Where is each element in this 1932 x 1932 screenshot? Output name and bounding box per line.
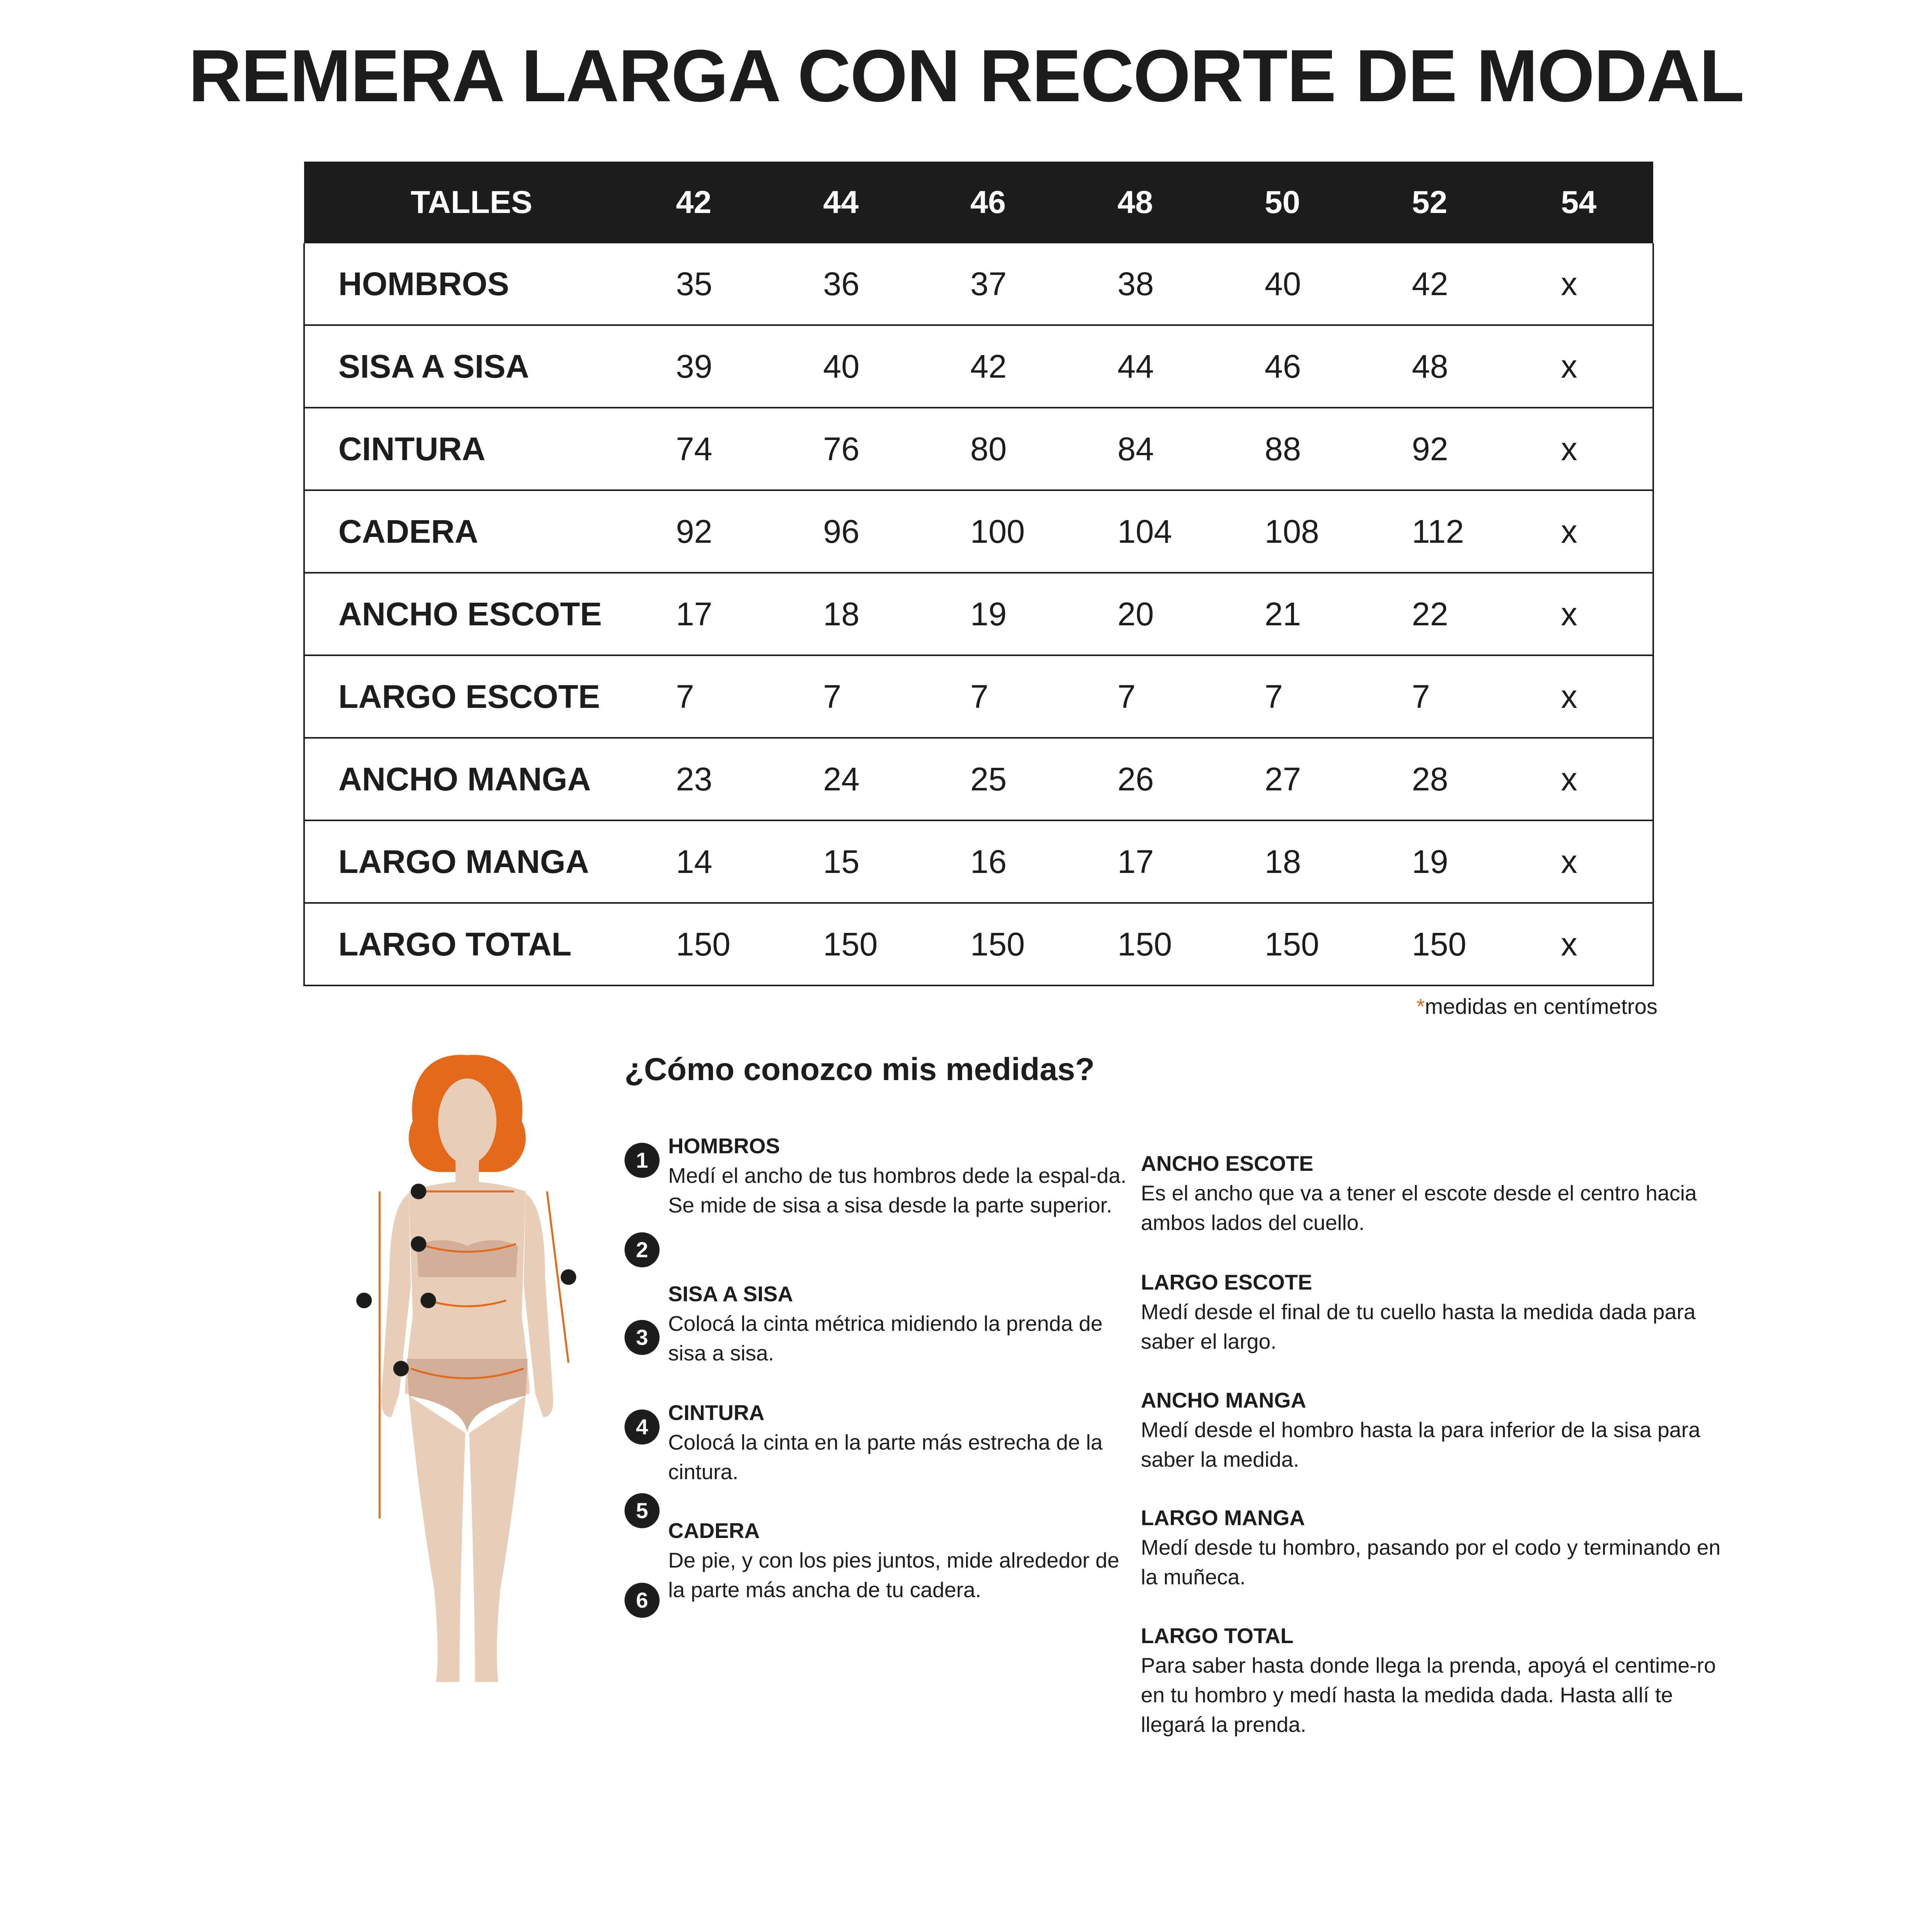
table-cell: 28	[1375, 738, 1522, 820]
table-cell: 150	[786, 903, 933, 985]
row-label-cell: ANCHO ESCOTE	[304, 573, 639, 655]
header-cell: 48	[1080, 162, 1228, 243]
table-cell: 48	[1375, 325, 1522, 408]
table-cell: 112	[1375, 490, 1522, 573]
table-header-row	[304, 162, 1653, 243]
table-cell: 19	[933, 573, 1080, 655]
table-cell: 88	[1228, 408, 1375, 490]
units-note	[1416, 994, 1658, 1019]
table-cell: x	[1522, 903, 1653, 985]
table-row	[304, 655, 1653, 738]
howto-heading: LARGO MANGA	[1141, 1506, 1305, 1530]
table-cell: x	[1522, 738, 1653, 820]
table-cell: 92	[1375, 408, 1522, 490]
table-cell: 7	[639, 655, 786, 738]
howto-text: Es el ancho que va a tener el escote desde el centro hacia ambos lados del cuello.	[1141, 1181, 1697, 1235]
howto-text: De pie, y con los pies juntos, mide alrededor de la parte más ancha de tu cadera.	[668, 1548, 1119, 1602]
table-cell: 76	[786, 408, 933, 490]
table-cell: 92	[639, 490, 786, 573]
howto-item-largo-escote	[1141, 1267, 1740, 1356]
header-cell: 44	[786, 162, 933, 243]
table-cell: 21	[1228, 573, 1375, 655]
table-cell: x	[1522, 490, 1653, 573]
howto-heading: LARGO TOTAL	[1141, 1624, 1294, 1648]
badge-3: 3	[625, 1320, 660, 1355]
howto-item-largo-total	[1141, 1621, 1740, 1739]
marker-1-icon	[411, 1184, 426, 1199]
howto-text: Colocá la cinta en la parte más estrecha de la cintura.	[668, 1430, 1103, 1484]
header-cell: TALLES	[304, 162, 639, 243]
howto-text: Colocá la cinta métrica midiendo la prenda de sisa a sisa.	[668, 1311, 1103, 1365]
table-cell: 150	[933, 903, 1080, 985]
howto-item-cintura	[668, 1398, 1128, 1487]
howto-item-ancho-manga	[1141, 1385, 1740, 1474]
table-cell: 38	[1080, 243, 1228, 325]
table-cell: 20	[1080, 573, 1228, 655]
table-cell: 42	[1375, 243, 1522, 325]
howto-heading: SISA A SISA	[668, 1282, 793, 1306]
header-cell: 52	[1375, 162, 1522, 243]
marker-2-icon	[411, 1236, 426, 1252]
row-label-cell: ANCHO MANGA	[304, 738, 639, 820]
table-cell: 26	[1080, 738, 1228, 820]
table-row	[304, 903, 1653, 985]
table-cell: 84	[1080, 408, 1228, 490]
table-cell: 7	[786, 655, 933, 738]
table-cell: 25	[933, 738, 1080, 820]
table-cell: x	[1522, 325, 1653, 408]
table-cell: 40	[1228, 243, 1375, 325]
body-figure-illustration	[343, 1043, 592, 1705]
howto-item-cadera	[668, 1516, 1128, 1605]
table-row	[304, 738, 1653, 820]
row-label-cell: HOMBROS	[304, 243, 639, 325]
table-cell: 150	[639, 903, 786, 985]
marker-3-icon	[421, 1293, 436, 1308]
right-leg-shape	[469, 1396, 526, 1682]
asterisk: *	[1416, 994, 1425, 1019]
table-cell: 36	[786, 243, 933, 325]
table-cell: 42	[933, 325, 1080, 408]
table-cell: 39	[639, 325, 786, 408]
table-cell: 16	[933, 820, 1080, 903]
badge-6: 6	[625, 1583, 660, 1618]
table-cell: 7	[1375, 655, 1522, 738]
table-cell: 150	[1228, 903, 1375, 985]
table-cell: 23	[639, 738, 786, 820]
badge-5: 5	[625, 1493, 660, 1528]
howto-title: ¿Cómo conozco mis medidas?	[625, 1052, 1095, 1087]
table-cell: x	[1522, 820, 1653, 903]
table-cell: 22	[1375, 573, 1522, 655]
table-cell: 104	[1080, 490, 1228, 573]
table-cell: 18	[1228, 820, 1375, 903]
badge-4: 4	[625, 1409, 660, 1445]
table-cell: x	[1522, 408, 1653, 490]
table-cell: 80	[933, 408, 1080, 490]
table-cell: 18	[786, 573, 933, 655]
table-cell: 7	[1080, 655, 1228, 738]
table-cell: 74	[639, 408, 786, 490]
howto-heading: ANCHO ESCOTE	[1141, 1151, 1314, 1175]
howto-heading: HOMBROS	[668, 1134, 780, 1158]
table-cell: 27	[1228, 738, 1375, 820]
table-row	[304, 408, 1653, 490]
table-cell: 17	[639, 573, 786, 655]
left-leg-shape	[409, 1396, 465, 1682]
head-shape	[438, 1079, 496, 1164]
howto-text: Medí desde el final de tu cuello hasta la medida dada para saber el largo.	[1141, 1300, 1696, 1353]
row-label-cell: CINTURA	[304, 408, 639, 490]
row-label-cell: LARGO TOTAL	[304, 903, 639, 985]
table-cell: 14	[639, 820, 786, 903]
howto-heading: CINTURA	[668, 1401, 765, 1425]
badge-2: 2	[625, 1232, 660, 1267]
table-cell: 46	[1228, 325, 1375, 408]
marker-5-icon	[561, 1269, 576, 1285]
table-row	[304, 243, 1653, 325]
howto-heading: LARGO ESCOTE	[1141, 1270, 1313, 1294]
table-cell: 7	[933, 655, 1080, 738]
table-cell: 108	[1228, 490, 1375, 573]
table-row	[304, 820, 1653, 903]
header-cell: 54	[1522, 162, 1653, 243]
howto-item-ancho-escote	[1141, 1149, 1740, 1237]
howto-text: Medí desde tu hombro, pasando por el codo y terminando en la muñeca.	[1141, 1535, 1721, 1589]
table-cell: x	[1522, 573, 1653, 655]
row-label-cell: LARGO ESCOTE	[304, 655, 639, 738]
marker-4-icon	[393, 1361, 409, 1376]
table-cell: 44	[1080, 325, 1228, 408]
howto-heading: ANCHO MANGA	[1141, 1388, 1306, 1412]
table-cell: 7	[1228, 655, 1375, 738]
howto-text: Medí el ancho de tus hombros dede la espal-da. Se mide de sisa a sisa desde la parte superior.	[668, 1163, 1127, 1217]
page-title: REMERA LARGA CON RECORTE DE MODAL	[188, 35, 1744, 117]
table-row	[304, 573, 1653, 655]
table-cell: 40	[786, 325, 933, 408]
table-cell: 150	[1375, 903, 1522, 985]
howto-text: Medí desde el hombro hasta la para inferior de la sisa para saber la medida.	[1141, 1418, 1700, 1471]
table-cell: 24	[786, 738, 933, 820]
table-cell: x	[1522, 243, 1653, 325]
size-table	[303, 162, 1654, 986]
header-cell: 42	[639, 162, 786, 243]
table-cell: 15	[786, 820, 933, 903]
table-row	[304, 325, 1653, 408]
row-label-cell: LARGO MANGA	[304, 820, 639, 903]
table-cell: 100	[933, 490, 1080, 573]
table-cell: 96	[786, 490, 933, 573]
table-row	[304, 490, 1653, 573]
howto-item-sisa	[668, 1279, 1128, 1368]
table-cell: 37	[933, 243, 1080, 325]
howto-item-largo-manga	[1141, 1503, 1740, 1592]
units-note-text: medidas en centímetros	[1425, 994, 1658, 1019]
table-cell: 150	[1080, 903, 1228, 985]
howto-text: Para saber hasta donde llega la prenda, apoyá el centime-ro en tu hombro y medí hasta la medida dada. Hasta allí te llegará la prenda.	[1141, 1653, 1716, 1737]
header-cell: 50	[1228, 162, 1375, 243]
table-cell: 19	[1375, 820, 1522, 903]
header-cell: 46	[933, 162, 1080, 243]
row-label-cell: SISA A SISA	[304, 325, 639, 408]
howto-heading: CADERA	[668, 1519, 760, 1543]
badge-1: 1	[625, 1143, 660, 1178]
marker-6-icon	[356, 1293, 372, 1308]
table-cell: 17	[1080, 820, 1228, 903]
neck-shape	[456, 1156, 479, 1184]
row-label-cell: CADERA	[304, 490, 639, 573]
howto-item-hombros	[668, 1131, 1128, 1220]
table-cell: 35	[639, 243, 786, 325]
table-cell: x	[1522, 655, 1653, 738]
